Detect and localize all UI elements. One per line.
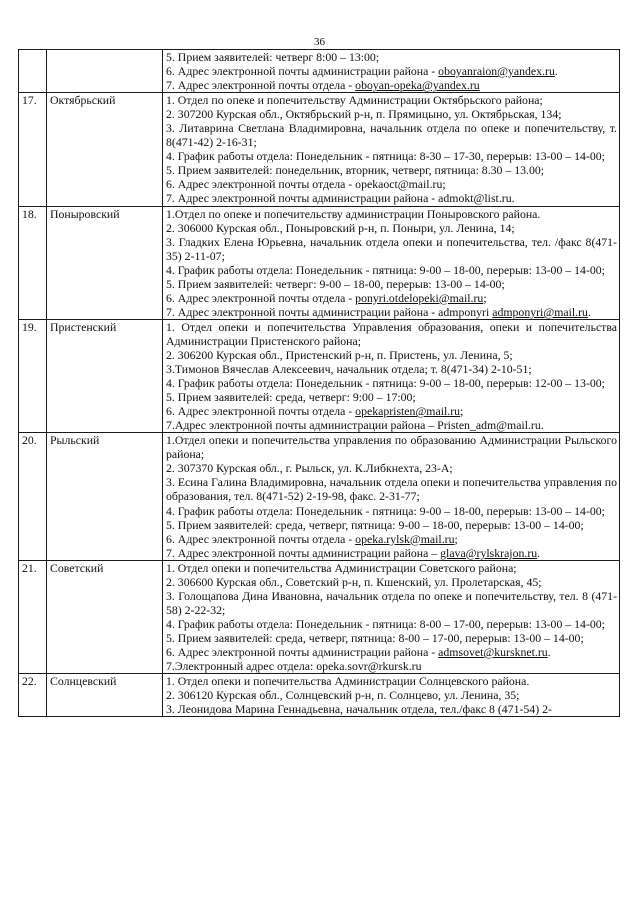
table-row bbox=[19, 560, 620, 673]
department-info bbox=[163, 319, 620, 432]
info-line bbox=[166, 163, 617, 177]
info-text: 2. 306000 Курская обл., Поныровский р-н, п. Поныри, ул. Ленина, 14; bbox=[166, 220, 515, 235]
department-info bbox=[163, 206, 620, 319]
row-number: 20. bbox=[19, 433, 47, 560]
info-text-tail: . bbox=[587, 304, 591, 319]
info-text: 1. Отдел опеки и попечительства Администрации Советского района; bbox=[166, 560, 517, 575]
info-line bbox=[166, 362, 617, 376]
email-link[interactable]: glava@rylskrajon.ru bbox=[440, 545, 538, 560]
info-line bbox=[166, 561, 617, 575]
info-text: 5. Прием заявителей: среда, четверг, пятница: 8-00 – 17-00, перерыв: 13-00 – 14-00; bbox=[166, 630, 584, 645]
info-line bbox=[166, 207, 617, 221]
guardianship-departments-table bbox=[18, 49, 620, 717]
info-text: 7. Адрес электронной почты администрации района - admokt@list.ru. bbox=[166, 191, 515, 206]
info-line bbox=[166, 418, 617, 432]
email-link[interactable]: ponyri.otdelopeki@mail.ru bbox=[355, 290, 484, 305]
info-text: 3. Литаврина Светлана Владимировна, начальник отдела по опеке и попечительству, т. 8(471-42) 2-16-31; bbox=[166, 121, 617, 150]
info-text: 3. Есина Галина Владимировна, начальник отдела опеки и попечительства управления по образования, тел. 8(471-52) 2-19-98, факс. 2-31-77; bbox=[166, 475, 617, 504]
info-text: 3. Гладких Елена Юрьевна, начальник отдела опеки и попечительства, тел. /факс 8(471-35) 2-11-07; bbox=[166, 234, 617, 263]
info-text: 3.Тимонов Вячеслав Алексеевич, начальник отдела; т. 8(471-34) 2-10-51; bbox=[166, 362, 532, 377]
info-text: 1.Отдел опеки и попечительства управления по образованию Администрации Рыльского района; bbox=[166, 433, 617, 462]
row-number bbox=[19, 50, 47, 93]
info-text: 4. График работы отдела: Понедельник - пятница: 9-00 – 18-00, перерыв: 13-00 – 14-00; bbox=[166, 503, 605, 518]
info-text: 4. График работы отдела: Понедельник - пятница: 9-00 – 18-00, перерыв: 13-00 – 14-00; bbox=[166, 262, 605, 277]
info-text-tail: . bbox=[537, 545, 541, 560]
row-number: 21. bbox=[19, 560, 47, 673]
info-text: 5. Прием заявителей: понедельник, вторник, четверг, пятница: 8.30 – 13.00; bbox=[166, 163, 545, 178]
info-text: 1. Отдел по опеке и попечительству Администрации Октябрьского района; bbox=[166, 93, 543, 108]
info-line bbox=[166, 320, 617, 348]
info-line bbox=[166, 149, 617, 163]
info-line bbox=[166, 518, 617, 532]
info-line bbox=[166, 659, 617, 673]
info-line bbox=[166, 475, 617, 503]
info-line bbox=[166, 546, 617, 560]
info-line bbox=[166, 235, 617, 263]
table-row bbox=[19, 674, 620, 717]
info-text: 5. Прием заявителей: четверг 8:00 – 13:00; bbox=[166, 50, 380, 64]
info-text: 4. График работы отдела: Понедельник - пятница: 8-00 – 17-00, перерыв: 13-00 – 14-00; bbox=[166, 616, 605, 631]
info-line bbox=[166, 688, 617, 702]
info-text: 7. Адрес электронной почты администрации района – bbox=[166, 545, 441, 560]
info-text: 1. Отдел опеки и попечительства Администрации Солнцевского района. bbox=[166, 674, 530, 689]
info-text-tail: . bbox=[554, 64, 558, 79]
info-text: 7.Адрес электронной почты администрации района – Pristen_adm@mail.ru. bbox=[166, 418, 544, 433]
info-line bbox=[166, 674, 617, 688]
email-link[interactable]: admsovet@kursknet.ru bbox=[438, 644, 548, 659]
info-text: 6. Адрес электронной почты администрации района - bbox=[166, 64, 439, 79]
row-number: 19. bbox=[19, 319, 47, 432]
email-link[interactable]: opeka.rylsk@mail.ru bbox=[355, 531, 455, 546]
table-row bbox=[19, 93, 620, 206]
info-line bbox=[166, 376, 617, 390]
info-text: 2. 307200 Курская обл., Октябрьский р-н, п. Прямицыно, ул. Октябрьская, 134; bbox=[166, 107, 562, 122]
table-row bbox=[19, 319, 620, 432]
info-line bbox=[166, 121, 617, 149]
table-body bbox=[19, 50, 620, 717]
info-line bbox=[166, 617, 617, 631]
info-text: 5. Прием заявителей: четверг: 9-00 – 18-00, перерыв: 13-00 – 14-00; bbox=[166, 276, 505, 291]
email-link[interactable]: oboyan-opeka@yandex.ru bbox=[355, 78, 480, 93]
info-line bbox=[166, 291, 617, 305]
info-text: 1. Отдел опеки и попечительства Управления образования, опеки и попечительства Администрации Пристенского района; bbox=[166, 319, 617, 348]
row-number: 17. bbox=[19, 93, 47, 206]
info-line bbox=[166, 191, 617, 205]
email-link[interactable]: opekapristen@mail.ru bbox=[355, 404, 461, 419]
info-line bbox=[166, 589, 617, 617]
info-line bbox=[166, 177, 617, 191]
info-line bbox=[166, 221, 617, 235]
page-number: 36 bbox=[314, 36, 325, 48]
info-text: 1.Отдел по опеке и попечительству администрации Поныровского района. bbox=[166, 206, 541, 221]
info-text: 6. Адрес электронной почты администрации района - bbox=[166, 644, 439, 659]
district-name: Октябрьский bbox=[47, 93, 163, 206]
info-line bbox=[166, 461, 617, 475]
info-line bbox=[166, 305, 617, 319]
table-row bbox=[19, 433, 620, 560]
info-text: 5. Прием заявителей: среда, четверг: 9:00 – 17:00; bbox=[166, 390, 416, 405]
info-line bbox=[166, 404, 617, 418]
info-text: 7. Адрес электронной почты администрации района - admponyri bbox=[166, 304, 493, 319]
info-text-tail: ; bbox=[454, 531, 458, 546]
department-info bbox=[163, 560, 620, 673]
info-line bbox=[166, 575, 617, 589]
email-link[interactable]: oboyanraion@yandex.ru bbox=[438, 64, 555, 79]
info-line bbox=[166, 631, 617, 645]
info-text: 2. 306120 Курская обл., Солнцевский р-н, п. Солнцево, ул. Ленина, 35; bbox=[166, 688, 520, 703]
district-name: Пристенский bbox=[47, 319, 163, 432]
info-text-tail: ; bbox=[460, 404, 464, 419]
district-name bbox=[47, 50, 163, 93]
info-line bbox=[166, 263, 617, 277]
info-line bbox=[166, 78, 617, 92]
info-text: 7. Адрес электронной почты отдела - bbox=[166, 78, 356, 93]
info-text-tail: ; bbox=[483, 290, 487, 305]
info-text: 3. Леонидова Марина Геннадьевна, начальник отдела, тел./факс 8 (471-54) 2- bbox=[166, 702, 552, 717]
info-text: 6. Адрес электронной почты отдела - opekaoct@mail.ru; bbox=[166, 177, 446, 192]
info-text: 7.Электронный адрес отдела: opeka.sovr@rkursk.ru bbox=[166, 659, 422, 674]
department-info bbox=[163, 93, 620, 206]
info-text: 6. Адрес электронной почты отдела - bbox=[166, 404, 356, 419]
department-info bbox=[163, 674, 620, 717]
info-text-tail: . bbox=[547, 644, 551, 659]
info-text: 3. Голощапова Дина Ивановна, начальник отдела по опеке и попечительству, тел. 8 (471-58) 2-22-32; bbox=[166, 588, 617, 617]
table-row bbox=[19, 206, 620, 319]
info-line bbox=[166, 277, 617, 291]
info-line bbox=[166, 645, 617, 659]
info-text: 2. 306600 Курская обл., Советский р-н, п. Кшенский, ул. Пролетарская, 45; bbox=[166, 574, 542, 589]
district-name: Рыльский bbox=[47, 433, 163, 560]
info-line bbox=[166, 390, 617, 404]
info-line bbox=[166, 348, 617, 362]
row-number: 22. bbox=[19, 674, 47, 717]
info-text: 6. Адрес электронной почты отдела - bbox=[166, 531, 356, 546]
info-text: 5. Прием заявителей: среда, четверг, пятница: 9-00 – 18-00, перерыв: 13-00 – 14-00; bbox=[166, 517, 584, 532]
district-name: Солнцевский bbox=[47, 674, 163, 717]
info-line bbox=[166, 107, 617, 121]
info-line bbox=[166, 702, 617, 716]
info-line bbox=[166, 433, 617, 461]
info-line bbox=[166, 532, 617, 546]
info-text: 6. Адрес электронной почты отдела - bbox=[166, 290, 356, 305]
info-line bbox=[166, 93, 617, 107]
email-link[interactable]: admponyri@mail.ru bbox=[492, 304, 588, 319]
table-row bbox=[19, 50, 620, 93]
district-name: Поныровский bbox=[47, 206, 163, 319]
row-number: 18. bbox=[19, 206, 47, 319]
info-line bbox=[166, 50, 617, 64]
info-text: 2. 306200 Курская обл., Пристенский р-н, п. Пристень, ул. Ленина, 5; bbox=[166, 347, 513, 362]
info-text: 4. График работы отдела: Понедельник - пятница: 9-00 – 18-00, перерыв: 12-00 – 13-00; bbox=[166, 376, 605, 391]
district-name: Советский bbox=[47, 560, 163, 673]
info-text: 4. График работы отдела: Понедельник - пятница: 8-30 – 17-30, перерыв: 13-00 – 14-00; bbox=[166, 149, 605, 164]
department-info bbox=[163, 433, 620, 560]
info-line bbox=[166, 64, 617, 78]
info-text: 2. 307370 Курская обл., г. Рыльск, ул. К.Либкнехта, 23-А; bbox=[166, 461, 453, 476]
department-info bbox=[163, 50, 620, 93]
info-line bbox=[166, 504, 617, 518]
